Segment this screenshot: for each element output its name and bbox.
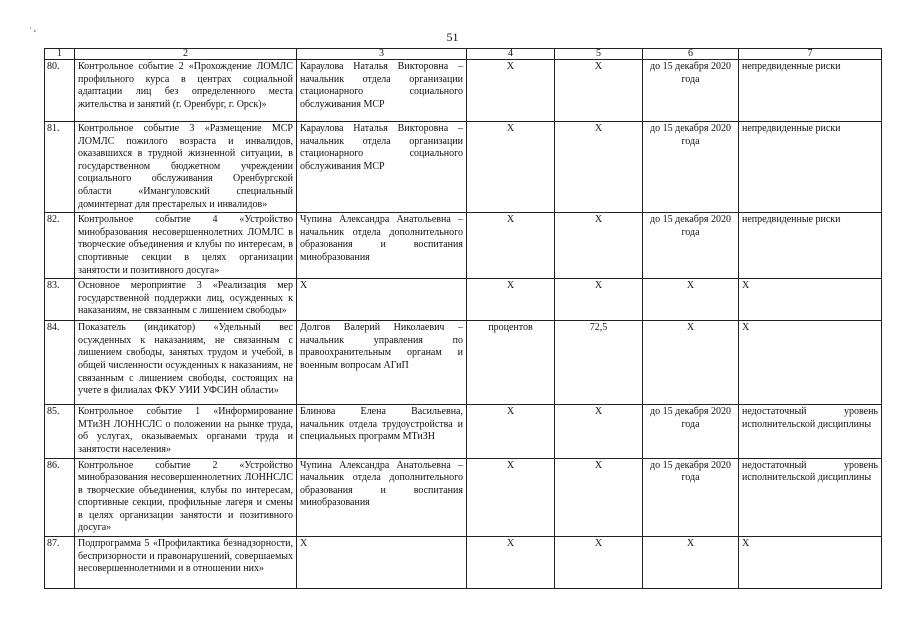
row-responsible: Х [297, 279, 467, 321]
row-number: 83. [45, 279, 75, 321]
row-responsible: Х [297, 537, 467, 589]
table-row [45, 405, 882, 458]
row-description: Контрольное событие 2 «Устройство минобразования несовершеннолетних ЛОННСЛС в творческие объединения, клубы по интересам, спортивные секции, профильные лагеря и смены в целях организации занятости и позитивного досуга» [75, 458, 297, 537]
header-cell-3: 3 [297, 49, 467, 60]
row-value: Х [555, 60, 643, 122]
row-description: Контрольное событие 4 «Устройство минобразования несовершеннолетних ЛОМЛС в творческие объединения и клубы по интересам, в спортивные секции в целях организации занятости и позитивного досуга» [75, 213, 297, 279]
row-deadline: Х [643, 279, 739, 321]
row-responsible: Караулова Наталья Викторовна – начальник отдела организации стационарного социального обслуживания МСР [297, 60, 467, 122]
table-row [45, 537, 882, 589]
row-number: 81. [45, 122, 75, 213]
row-deadline: до 15 декабря 2020 года [643, 122, 739, 213]
table-header-row [45, 49, 882, 60]
row-risk: Х [739, 321, 882, 405]
row-unit: Х [467, 458, 555, 537]
row-risk: непредвиденные риски [739, 60, 882, 122]
row-description: Показатель (индикатор) «Удельный вес осужденных к наказаниям, не связанным с лишением свободы, занятых трудом и учебой, в общей численности осужденных к наказаниям, не связанным с лишением свободы, состоящих на учете в филиалах ФКУ УИИ УФСИН области» [75, 321, 297, 405]
row-deadline: до 15 декабря 2020 года [643, 405, 739, 458]
scan-mark: ' ⸗ [30, 26, 37, 35]
row-deadline: Х [643, 537, 739, 589]
row-risk: непредвиденные риски [739, 122, 882, 213]
row-risk: Х [739, 279, 882, 321]
row-unit: Х [467, 537, 555, 589]
row-value: 72,5 [555, 321, 643, 405]
row-responsible: Долгов Валерий Николаевич – начальник управления по правоохранительным органам и военным вопросам АГиП [297, 321, 467, 405]
activities-table [44, 48, 882, 589]
row-risk: недостаточный уровень исполнительской дисциплины [739, 458, 882, 537]
header-cell-7: 7 [739, 49, 882, 60]
row-unit: Х [467, 60, 555, 122]
row-risk: Х [739, 537, 882, 589]
row-value: Х [555, 458, 643, 537]
page-number: 51 [446, 30, 459, 44]
row-description: Контрольное событие 2 «Прохождение ЛОМЛС профильного курса в центрах социальной адаптации лиц без определенного места жительства и занятий (г. Оренбург, г. Орск)» [75, 60, 297, 122]
header-cell-5: 5 [555, 49, 643, 60]
header-cell-2: 2 [75, 49, 297, 60]
row-number: 84. [45, 321, 75, 405]
row-value: Х [555, 405, 643, 458]
row-responsible: Чупина Александра Анатольевна – начальник отдела дополнительного образования и воспитания минобразования [297, 213, 467, 279]
table-row [45, 60, 882, 122]
row-deadline: Х [643, 321, 739, 405]
table-row [45, 279, 882, 321]
row-description: Контрольное событие 3 «Размещение МСР ЛОМЛС пожилого возраста и инвалидов, оказавшихся в трудной жизненной ситуации, в государственном бюджетном учреждении социального обслуживания Оренбургской области «Имангуловский специальный доминтернат для престарелых и инвалидов» [75, 122, 297, 213]
row-number: 86. [45, 458, 75, 537]
row-number: 82. [45, 213, 75, 279]
table-row [45, 458, 882, 537]
row-responsible: Чупина Александра Анатольевна – начальник отдела дополнительного образования и воспитания минобразования [297, 458, 467, 537]
row-value: Х [555, 213, 643, 279]
header-cell-1: 1 [45, 49, 75, 60]
row-deadline: до 15 декабря 2020 года [643, 213, 739, 279]
row-responsible: Блинова Елена Васильевна, начальник отдела трудоустройства и специальных программ МТиЗН [297, 405, 467, 458]
table-row [45, 122, 882, 213]
row-unit: Х [467, 213, 555, 279]
header-cell-6: 6 [643, 49, 739, 60]
row-description: Основное мероприятие 3 «Реализация мер государственной поддержки лиц, осужденных к наказаниям, не связанным с лишением свободы» [75, 279, 297, 321]
row-unit: Х [467, 405, 555, 458]
row-description: Подпрограмма 5 «Профилактика безнадзорности, беспризорности и правонарушений, совершаемых несовершеннолетними и в отношении них» [75, 537, 297, 589]
row-value: Х [555, 537, 643, 589]
row-value: Х [555, 122, 643, 213]
table-row [45, 213, 882, 279]
row-number: 85. [45, 405, 75, 458]
table-row [45, 321, 882, 405]
row-unit: Х [467, 279, 555, 321]
row-description: Контрольное событие 1 «Информирование МТиЗН ЛОННСЛС о положении на рынке труда, об услугах, оказываемых органами труда и занятости населения» [75, 405, 297, 458]
row-responsible: Караулова Наталья Викторовна – начальник отдела организации стационарного социального обслуживания МСР [297, 122, 467, 213]
row-unit: процентов [467, 321, 555, 405]
row-number: 80. [45, 60, 75, 122]
row-deadline: до 15 декабря 2020 года [643, 458, 739, 537]
row-value: Х [555, 279, 643, 321]
row-unit: Х [467, 122, 555, 213]
row-risk: недостаточный уровень исполнительской дисциплины [739, 405, 882, 458]
row-deadline: до 15 декабря 2020 года [643, 60, 739, 122]
row-number: 87. [45, 537, 75, 589]
header-cell-4: 4 [467, 49, 555, 60]
row-risk: непредвиденные риски [739, 213, 882, 279]
